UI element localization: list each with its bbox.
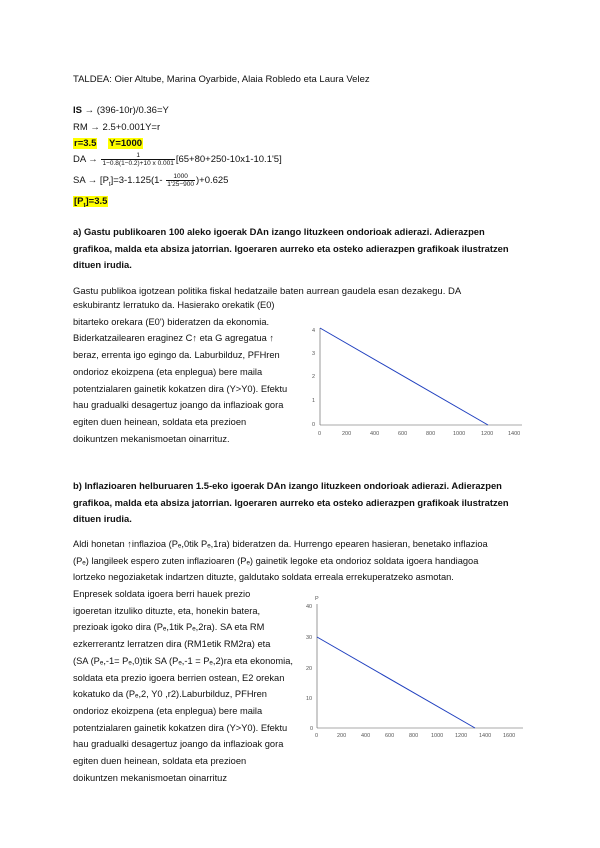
chart-a-x-tick: 1000 [453,431,466,437]
is-label: IS [73,105,82,116]
question-b-title [73,478,528,528]
chart-a [312,300,527,440]
da-fraction-numerator: 1 [101,152,174,160]
body-line: eskubirantz lerratuko da. Hasierako orekatik (E0) [73,300,275,310]
sa-suffix: )+0.625 [195,175,229,187]
sa-fraction [166,173,195,188]
is-formula: → (396-10r)/0.36=Y [81,105,169,116]
intro-line: (Pₑ) langileek espero zuten inflazioaren (Pₑ) gainetik legoke eta ondorioz soldata igoera handiagoa [73,555,479,566]
chart-a-x-tick: 1400 [508,431,521,437]
chart-a-da-line [320,328,488,425]
sa-prefix: SA → [P [73,175,109,187]
chart-b-x-tick: 200 [337,733,347,739]
chart-a-y-tick: 4 [312,328,316,334]
chart-a-x-tick: 1200 [481,431,494,437]
chart-b-x-tick: 0 [315,733,319,739]
body-line: Biderkatzailearen eraginez C↑ eta G agregatua ↑ [73,333,275,344]
chart-b-x-tick: 1400 [479,733,492,739]
chart-b-y-tick: 30 [306,635,313,641]
price-open: [P [74,196,84,207]
y-value: Y=1000 [109,138,143,149]
question-b-title-line: grafikoa, malda eta absiza jatorrian. Igoeraren aurreko eta osteko adierazpen grafikoak ilustratzen [73,496,509,508]
chart-a-x-tick: 600 [398,431,408,437]
sa-equation [73,173,228,193]
body-line: egiten duen heinean, soldata eta prezioen [73,756,247,767]
body-line: Enpresek soldata igoera berri hauek prezio [73,589,251,599]
sa-fraction-denominator: 1'25−900 [167,181,194,188]
chart-b-x-tick: 1200 [455,733,468,739]
da-suffix: [65+80+250-10x1-10.1'5] [175,154,282,166]
chart-b-x-tick: 1600 [503,733,516,739]
body-line: igoeretan itzuliko dituzte, eta, honekin batera, [73,605,261,616]
chart-b-x-tick: 1000 [431,733,444,739]
team-header: TALDEA: Oier Altube, Marina Oyarbide, Alaia Robledo eta Laura Velez [73,74,370,85]
body-line: doikuntzen mekanismoetan oinarrituz [73,772,227,783]
chart-b-y-label: P [315,596,319,602]
chart-b-x-tick: 600 [385,733,395,739]
sa-subscript: t [108,181,111,188]
question-b-body [73,586,305,786]
price-highlight [73,195,108,213]
chart-b-x-tick: 800 [409,733,419,739]
body-line: kokatuko da (Pₑ,2, Y0 ,r2).Laburbilduz, PFHren [73,689,267,700]
body-line: hau gradualki desagertuz joango da inflazioak gora [73,739,284,750]
da-fraction-denominator: 1−0.8(1−0.2)+10 x 0.001 [102,160,174,167]
price-subscript: t [83,202,86,209]
question-a-title-line: a) Gastu publikoaren 100 aleko igoerak DAn izango lituzkeen ondorioak adierazi. Adierazpen [73,226,485,237]
sa-fraction-numerator: 1000 [166,173,195,181]
chart-a-x-tick: 400 [370,431,380,437]
chart-a-y-tick: 0 [312,422,316,428]
body-line: egiten duen heinean, soldata eta prezioen [73,416,247,427]
body-line: ezkerrerantz lerratzen dira (RM1etik RM2ra) eta [73,639,271,650]
intro-line: lortzeko negoziaketak indartzen dituzte, galdutako soldata erreala errekuperatzeko asmotan. [73,572,454,583]
chart-b-y-tick: 0 [310,726,314,732]
chart-b-y-tick: 20 [306,666,313,672]
da-fraction [101,152,174,167]
chart-b [305,592,530,742]
body-line: soldata eta prezio igoera berrien ostean, E2 orekan [73,672,285,683]
is-equation [73,104,169,117]
body-line: bitarteko orekara (E0') bideratzen da ekonomia. [73,316,270,327]
chart-a-x-tick: 0 [318,431,322,437]
body-line: beraz, errenta igo egingo da. Laburbilduz, PFHren [73,350,280,361]
question-b-intro [73,536,528,586]
body-line: doikuntzen mekanismoetan oinarrituz. [73,433,230,444]
equilibrium-highlight [73,137,143,150]
chart-a-y-tick: 3 [312,351,316,357]
body-line: potentzialaren gainetik kokatzen dira (Y>Y0). Efektu [73,383,288,394]
question-a-intro: Gastu publikoa igotzean politika fiskal hedatzaile baten aurrean gaudela esan dezakegu. DA [73,286,462,297]
da-equation [73,152,282,168]
intro-line: Aldi honetan ↑inflazioa (Pₑ,0tik Pₑ,1ra) bideratzen da. Hurrengo epearen hasieran, benetako inflazioa [73,539,488,549]
body-line: prezioak igoko dira (Pₑ,1tik Pₑ,2ra). SA eta RM [73,622,265,633]
chart-b-y-tick: 10 [306,696,313,702]
question-a-title-line: grafikoa, malda eta absiza jatorrian. Igoeraren aurreko eta osteko adierazpen grafikoak ilustratzen [73,242,509,254]
question-a-title [73,224,528,274]
chart-a-y-tick: 1 [312,398,316,404]
chart-a-x-tick: 800 [426,431,436,437]
question-a-title-line: dituen irudia. [73,259,132,270]
price-value [73,196,108,207]
question-b-title-line: dituen irudia. [73,513,132,524]
chart-b-y-tick: 40 [306,604,313,610]
body-line: hau gradualki desagertuz joango da inflazioak gora [73,400,284,411]
body-line: potentzialaren gainetik kokatzen dira (Y>Y0). Efektu [73,722,288,733]
question-a-body [73,297,323,447]
body-line: (SA (Pₑ,-1= Pₑ,0)tik SA (Pₑ,-1 = Pₑ,2)ra eta ekonomia, [73,655,293,666]
chart-b-x-tick: 400 [361,733,371,739]
rm-equation: RM → 2.5+0.001Y=r [73,122,161,133]
body-line: ondorioz ekoizpena (eta enplegua) bere maila [73,705,263,716]
chart-b-da-line [317,637,475,728]
sa-mid: ]=3-1.125(1- [110,175,163,187]
r-value: r=3.5 [74,138,97,149]
body-line: ondorioz ekoizpena (eta enplegua) bere maila [73,366,263,377]
price-close: ]=3.5 [85,196,108,207]
question-b-title-line: b) Inflazioaren helburuaren 1.5-eko igoerak DAn izango lituzkeen ondorioak adierazi. Adierazpen [73,480,502,491]
chart-a-y-tick: 2 [312,374,316,380]
da-prefix: DA → [73,154,98,166]
chart-a-x-tick: 200 [342,431,352,437]
